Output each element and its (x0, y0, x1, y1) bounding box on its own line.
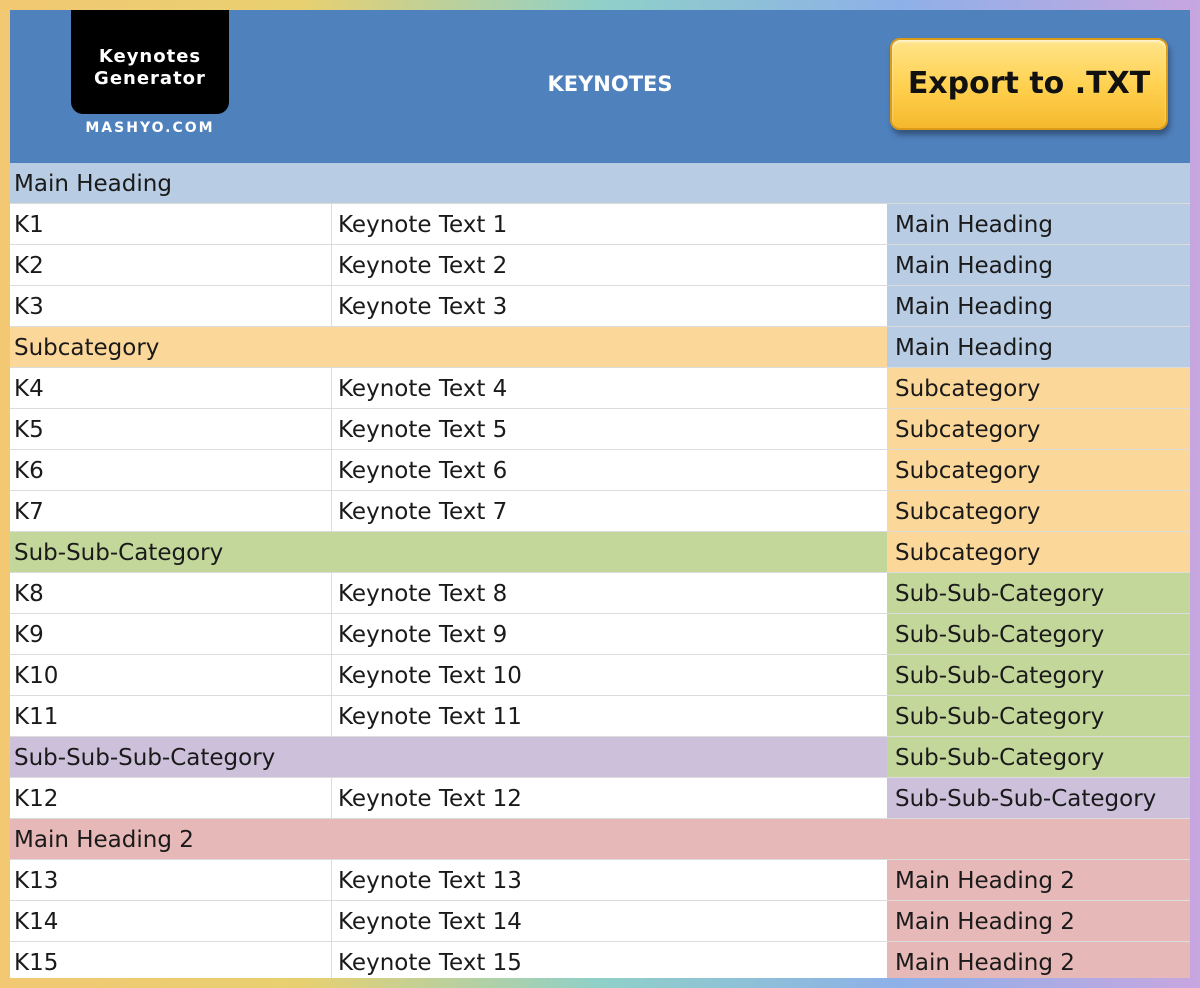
table-row (10, 409, 1190, 450)
keynote-text-cell[interactable]: Keynote Text 3 (332, 286, 887, 326)
parent-cell[interactable]: Main Heading 2 (887, 901, 1190, 941)
table-row (10, 614, 1190, 655)
parent-cell[interactable]: Sub-Sub-Sub-Category (887, 778, 1190, 818)
parent-cell[interactable]: Sub-Sub-Category (887, 737, 1190, 777)
table-row (10, 491, 1190, 532)
table-row (10, 573, 1190, 614)
table-row (10, 901, 1190, 942)
keynote-text-cell[interactable]: Keynote Text 15 (332, 942, 887, 978)
keynote-code-cell[interactable]: K3 (10, 286, 332, 326)
heading-cell[interactable]: Sub-Sub-Category (10, 532, 887, 572)
keynote-code-cell[interactable]: K10 (10, 655, 332, 695)
parent-cell[interactable]: Main Heading 2 (887, 942, 1190, 978)
keynote-text-cell[interactable]: Keynote Text 13 (332, 860, 887, 900)
keynote-text-cell[interactable]: Keynote Text 10 (332, 655, 887, 695)
table-row (10, 778, 1190, 819)
keynote-code-cell[interactable]: K4 (10, 368, 332, 408)
parent-cell[interactable]: Main Heading (887, 204, 1190, 244)
table-row (10, 368, 1190, 409)
heading-row (10, 737, 1190, 778)
keynote-code-cell[interactable]: K9 (10, 614, 332, 654)
keynote-text-cell[interactable]: Keynote Text 14 (332, 901, 887, 941)
keynote-text-cell[interactable]: Keynote Text 6 (332, 450, 887, 490)
table-row (10, 204, 1190, 245)
parent-cell[interactable]: Sub-Sub-Category (887, 655, 1190, 695)
table-row (10, 286, 1190, 327)
keynote-code-cell[interactable]: K14 (10, 901, 332, 941)
table-row (10, 450, 1190, 491)
parent-cell[interactable]: Subcategory (887, 409, 1190, 449)
parent-cell[interactable]: Subcategory (887, 450, 1190, 490)
spreadsheet-frame (10, 10, 1190, 978)
heading-cell[interactable]: Main Heading 2 (10, 819, 1190, 859)
logo-line-2: Generator (94, 68, 206, 89)
keynote-code-cell[interactable]: K7 (10, 491, 332, 531)
heading-cell[interactable]: Subcategory (10, 327, 887, 367)
keynotes-table (10, 163, 1190, 978)
keynote-code-cell[interactable]: K15 (10, 942, 332, 978)
header-bar (10, 10, 1190, 163)
keynote-text-cell[interactable]: Keynote Text 7 (332, 491, 887, 531)
parent-cell[interactable]: Subcategory (887, 368, 1190, 408)
brand-label: MASHYO.COM (85, 120, 215, 136)
heading-cell[interactable]: Main Heading (10, 163, 1190, 203)
parent-cell[interactable]: Sub-Sub-Category (887, 696, 1190, 736)
parent-cell[interactable]: Main Heading (887, 327, 1190, 367)
app-logo (71, 10, 229, 114)
parent-cell[interactable]: Main Heading (887, 245, 1190, 285)
logo-line-1: Keynotes (98, 46, 202, 67)
keynote-text-cell[interactable]: Keynote Text 4 (332, 368, 887, 408)
table-row (10, 245, 1190, 286)
keynote-code-cell[interactable]: K1 (10, 204, 332, 244)
heading-cell[interactable]: Sub-Sub-Sub-Category (10, 737, 887, 777)
heading-row (10, 532, 1190, 573)
parent-cell[interactable]: Subcategory (887, 491, 1190, 531)
keynote-code-cell[interactable]: K13 (10, 860, 332, 900)
keynote-text-cell[interactable]: Keynote Text 1 (332, 204, 887, 244)
heading-row (10, 163, 1190, 204)
parent-cell[interactable]: Subcategory (887, 532, 1190, 572)
table-row (10, 860, 1190, 901)
heading-row (10, 819, 1190, 860)
parent-cell[interactable]: Sub-Sub-Category (887, 614, 1190, 654)
heading-row (10, 327, 1190, 368)
keynote-text-cell[interactable]: Keynote Text 8 (332, 573, 887, 613)
table-row (10, 696, 1190, 737)
keynote-code-cell[interactable]: K8 (10, 573, 332, 613)
export-txt-button[interactable]: Export to .TXT (890, 38, 1168, 130)
keynote-text-cell[interactable]: Keynote Text 5 (332, 409, 887, 449)
parent-cell[interactable]: Main Heading (887, 286, 1190, 326)
keynote-text-cell[interactable]: Keynote Text 9 (332, 614, 887, 654)
parent-cell[interactable]: Sub-Sub-Category (887, 573, 1190, 613)
keynote-code-cell[interactable]: K5 (10, 409, 332, 449)
keynote-code-cell[interactable]: K11 (10, 696, 332, 736)
page-title: KEYNOTES (547, 72, 673, 96)
keynote-code-cell[interactable]: K12 (10, 778, 332, 818)
keynote-code-cell[interactable]: K2 (10, 245, 332, 285)
parent-cell[interactable]: Main Heading 2 (887, 860, 1190, 900)
table-row (10, 655, 1190, 696)
keynote-text-cell[interactable]: Keynote Text 11 (332, 696, 887, 736)
keynote-text-cell[interactable]: Keynote Text 12 (332, 778, 887, 818)
table-row (10, 942, 1190, 978)
keynote-code-cell[interactable]: K6 (10, 450, 332, 490)
keynote-text-cell[interactable]: Keynote Text 2 (332, 245, 887, 285)
